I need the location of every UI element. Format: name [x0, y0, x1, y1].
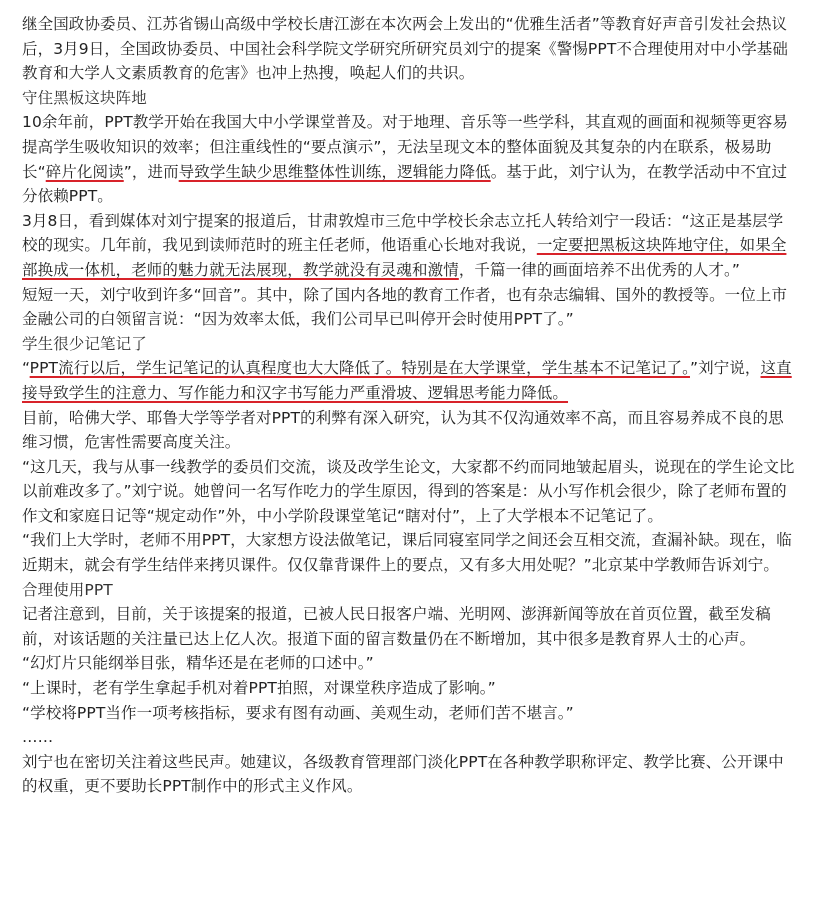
article-paragraph: [22, 406, 797, 455]
article-paragraph: [22, 528, 797, 577]
article-paragraph: [22, 701, 797, 726]
article-paragraph: [22, 12, 797, 86]
article-body: [22, 12, 797, 799]
text-segment: 10余年前，PPT教学开始在我国大中小学课堂普及。对于地理、音乐等一些学科，其直观的画面和视频等更容易提高学生吸收知识的效率；但注重线性的“要点演示”，无法呈现文本的整体面貌及其复杂的内在联系，极易助长“: [22, 113, 788, 181]
text-segment: “: [22, 359, 30, 378]
text-segment: “学校将PPT当作一项考核指标，要求有图有动画、美观生动，老师们苦不堪言。”: [22, 703, 574, 722]
underlined-text: 这直接导致学生的注意力、写作能力和汉字书写能力严重滑坡、逻辑思考能力降低。: [22, 359, 792, 402]
text-segment: “幻灯片只能纲举目张，精华还是在老师的口述中。”: [22, 654, 374, 673]
article-paragraph: [22, 455, 797, 529]
article-paragraph: [22, 676, 797, 701]
text-segment: “这几天，我与从事一线教学的委员们交流，谈及改学生论文，大家都不约而同地皱起眉头，说现在的学生论文比以前难改多了。”刘宁说。她曾问一名写作吃力的学生原因，得到的答案是：从小写作机会很少，除了老师布置的作文和家庭日记等“规定动作”外，中小学阶段课堂笔记“瞎对付”，上了大学根本不记笔记了。: [22, 457, 795, 525]
text-segment: 记者注意到，目前，关于该提案的报道，已被人民日报客户端、光明网、澎湃新闻等放在首页位置，截至发稿前，对该话题的关注量已达上亿人次。报道下面的留言数量仍在不断增加，其中很多是教育界人士的心声。: [22, 605, 771, 648]
text-segment: “我们上大学时，老师不用PPT，大家想方设法做笔记，课后同寝室同学之间还会互相交流，查漏补缺。现在，临近期末，就会有学生结伴来拷贝课件。仅仅靠背课件上的要点，又有多大用处呢？”北京某中学教师告诉刘宁。: [22, 531, 792, 575]
text-segment: 3月8日，看到媒体对刘宁提案的报道后，甘肃敦煌市三危中学校长余志立托人转给刘宁一段话：“这正是基层学校的现实。几年前，我见到读师范时的班主任老师，他语重心长地对我说，: [22, 211, 784, 255]
text-segment: 合理使用PPT: [22, 580, 113, 599]
text-segment: 学生很少记笔记了: [22, 334, 147, 353]
article-paragraph: [22, 283, 797, 332]
text-segment: 目前，哈佛大学、耶鲁大学等学者对PPT的利弊有深入研究，认为其不仅沟通效率不高，而且容易养成不良的思维习惯，危害性需要高度关注。: [22, 408, 784, 452]
text-segment: 守住黑板这块阵地: [22, 88, 147, 107]
text-segment: ，千篇一律的画面培养不出优秀的人才。”: [458, 260, 740, 279]
text-segment: 短短一天，刘宁收到许多“回音”。其中，除了国内各地的教育工作者，也有杂志编辑、国外的教授等。一位上市金融公司的白领留言说：“因为效率太低，我们公司早已叫停开会时使用PPT了。”: [22, 285, 788, 329]
article-paragraph: [22, 725, 797, 750]
text-segment: ”，进而: [123, 162, 179, 181]
section-heading: [22, 86, 797, 111]
article-paragraph: [22, 750, 797, 799]
article-paragraph: [22, 602, 797, 651]
text-segment: “上课时，老有学生拿起手机对着PPT拍照，对课堂秩序造成了影响。”: [22, 679, 496, 698]
article-paragraph: [22, 356, 797, 405]
underlined-text: 碎片化阅读: [45, 162, 124, 181]
text-segment: 继全国政协委员、江苏省锡山高级中学校长唐江澎在本次两会上发出的“优雅生活者”等教育好声音引发社会热议后，3月9日，全国政协委员、中国社会科学院文学研究所研究员刘宁的提案《警惕PPT不合理使用对中小学基础教育和大学人文素质教育的危害》也冲上热搜，唤起人们的共识。: [22, 15, 788, 83]
underlined-text: 一定要把黑板这块阵地守住，如果全部换成一体机，老师的魅力就无法展现，教学就没有灵魂和激情: [22, 236, 787, 279]
article-paragraph: [22, 651, 797, 676]
article-paragraph: [22, 209, 797, 283]
underlined-text: 导致学生缺少思维整体性训练，逻辑能力降低: [178, 162, 491, 181]
text-segment: ”刘宁说，: [689, 359, 761, 378]
text-segment: ……: [22, 728, 54, 747]
text-segment: 刘宁也在密切关注着这些民声。她建议，各级教育管理部门淡化PPT在各种教学职称评定、教学比赛、公开课中的权重，更不要助长PPT制作中的形式主义作风。: [22, 752, 784, 796]
section-heading: [22, 578, 797, 603]
article-paragraph: [22, 110, 797, 208]
section-heading: [22, 332, 797, 357]
text-segment: 。基于此，刘宁认为，在教学活动中不宜过分依赖PPT。: [22, 162, 788, 206]
underlined-text: PPT流行以后，学生记笔记的认真程度也大大降低了。特别是在大学课堂，学生基本不记笔记了。: [29, 359, 690, 378]
